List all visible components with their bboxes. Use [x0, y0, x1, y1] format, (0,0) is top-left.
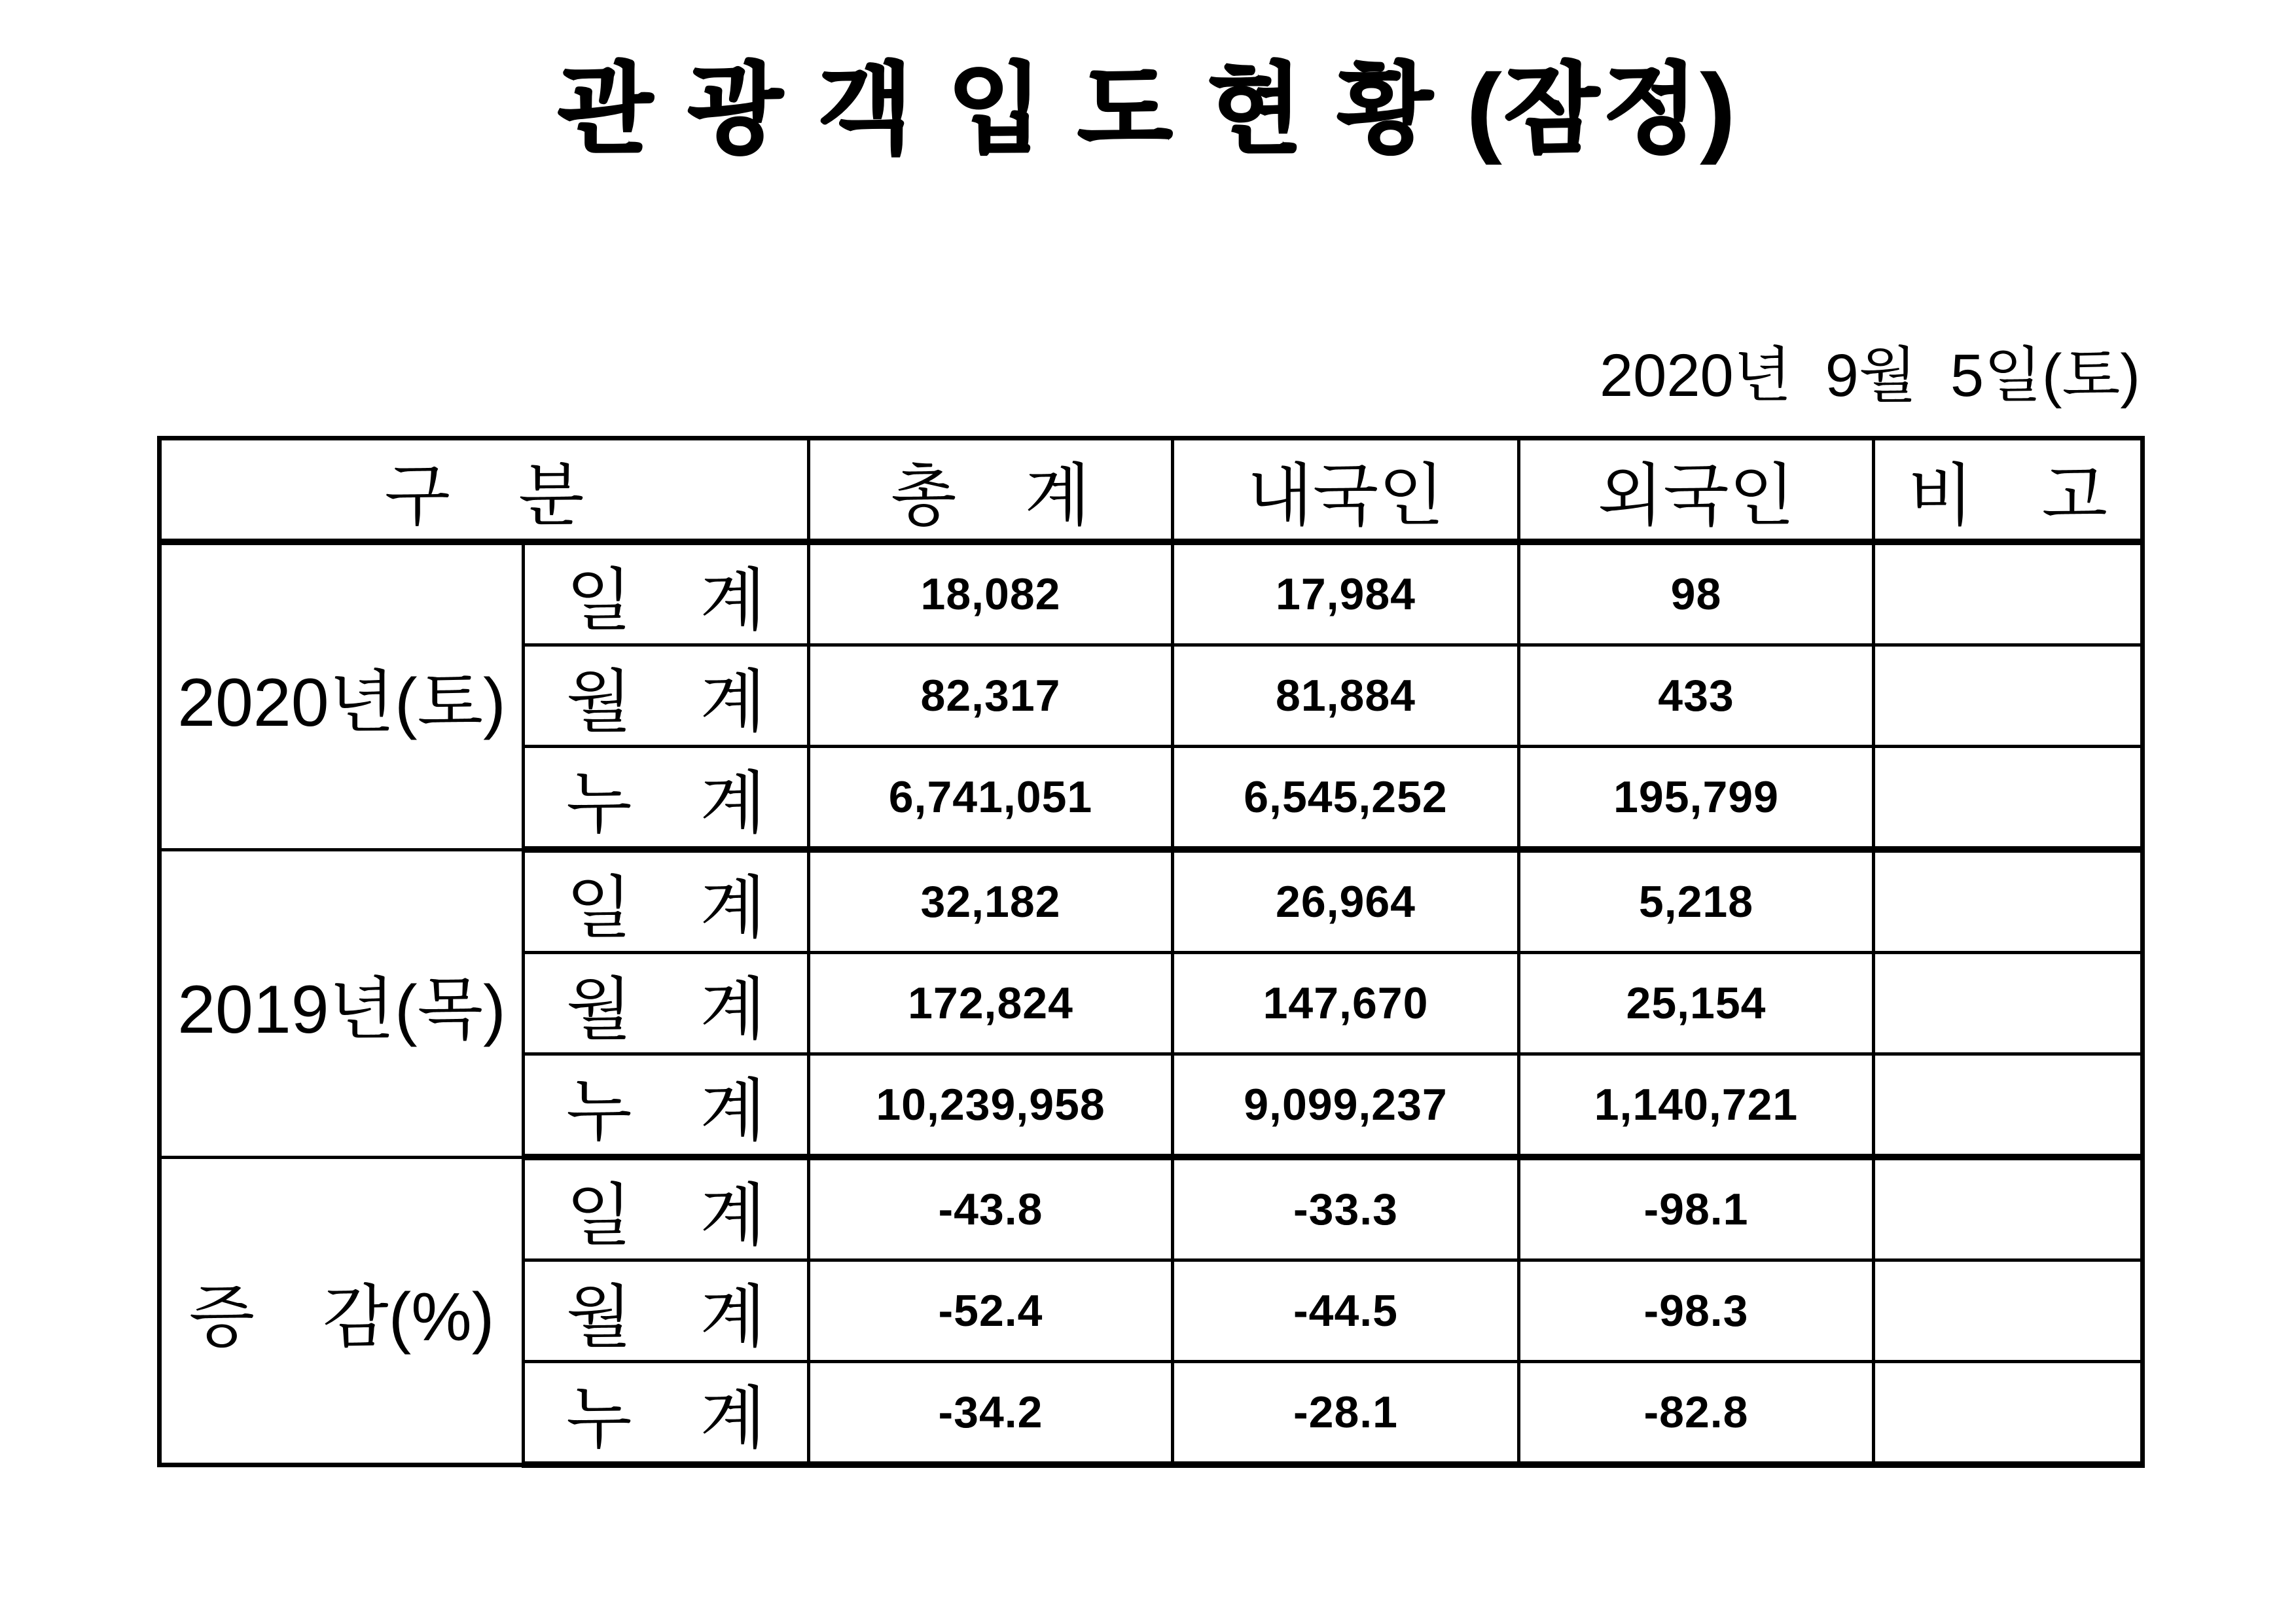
value-total: 172,824	[809, 953, 1173, 1054]
table-row	[160, 849, 2143, 953]
value-total: 10,239,958	[809, 1054, 1173, 1158]
row-label-monthly: 월 계	[524, 1260, 809, 1362]
group-label-2019: 2019년(목)	[160, 849, 524, 1157]
value-foreign: 5,218	[1519, 849, 1874, 953]
value-total: -34.2	[809, 1362, 1173, 1465]
group-label-change-pct: 증 감(%)	[160, 1157, 524, 1465]
value-foreign: -82.8	[1519, 1362, 1874, 1465]
column-header-total: 총 계	[809, 438, 1173, 543]
remarks-cell	[1874, 1362, 2143, 1465]
value-domestic: 81,884	[1173, 645, 1519, 747]
value-domestic: -44.5	[1173, 1260, 1519, 1362]
value-domestic: 147,670	[1173, 953, 1519, 1054]
group-label-2020: 2020년(토)	[160, 542, 524, 849]
remarks-cell	[1874, 645, 2143, 747]
value-domestic: 6,545,252	[1173, 747, 1519, 850]
report-date: 2020년 9월 5일(토)	[1600, 342, 2140, 409]
value-foreign: 25,154	[1519, 953, 1874, 1054]
value-total: 32,182	[809, 849, 1173, 953]
value-foreign: 1,140,721	[1519, 1054, 1874, 1158]
row-label-cumulative: 누 계	[524, 1054, 809, 1158]
remarks-cell	[1874, 1054, 2143, 1158]
value-foreign: 195,799	[1519, 747, 1874, 850]
value-total: -43.8	[809, 1157, 1173, 1260]
row-label-cumulative: 누 계	[524, 747, 809, 850]
row-label-monthly: 월 계	[524, 953, 809, 1054]
value-foreign: -98.1	[1519, 1157, 1874, 1260]
value-foreign: 433	[1519, 645, 1874, 747]
row-label-monthly: 월 계	[524, 645, 809, 747]
column-header-domestic: 내국인	[1173, 438, 1519, 543]
value-domestic: 9,099,237	[1173, 1054, 1519, 1158]
remarks-cell	[1874, 953, 2143, 1054]
remarks-cell	[1874, 747, 2143, 850]
header-row	[160, 438, 2143, 543]
value-domestic: 26,964	[1173, 849, 1519, 953]
column-header-category: 구 분	[160, 438, 809, 543]
remarks-cell	[1874, 1260, 2143, 1362]
page-title: 관 광 객 입 도 현 황 (잠정)	[558, 54, 1738, 164]
table-row	[160, 1157, 2143, 1260]
column-header-remarks: 비 고	[1874, 438, 2143, 543]
value-domestic: -33.3	[1173, 1157, 1519, 1260]
row-label-cumulative: 누 계	[524, 1362, 809, 1465]
table-row	[160, 542, 2143, 645]
value-foreign: -98.3	[1519, 1260, 1874, 1362]
value-total: 6,741,051	[809, 747, 1173, 850]
remarks-cell	[1874, 542, 2143, 645]
row-label-daily: 일 계	[524, 542, 809, 645]
value-total: 18,082	[809, 542, 1173, 645]
row-label-daily: 일 계	[524, 1157, 809, 1260]
value-total: 82,317	[809, 645, 1173, 747]
column-header-foreign: 외국인	[1519, 438, 1874, 543]
remarks-cell	[1874, 1157, 2143, 1260]
row-label-daily: 일 계	[524, 849, 809, 953]
remarks-cell	[1874, 849, 2143, 953]
value-domestic: -28.1	[1173, 1362, 1519, 1465]
value-domestic: 17,984	[1173, 542, 1519, 645]
value-total: -52.4	[809, 1260, 1173, 1362]
value-foreign: 98	[1519, 542, 1874, 645]
tourist-arrivals-table	[157, 436, 2145, 1468]
